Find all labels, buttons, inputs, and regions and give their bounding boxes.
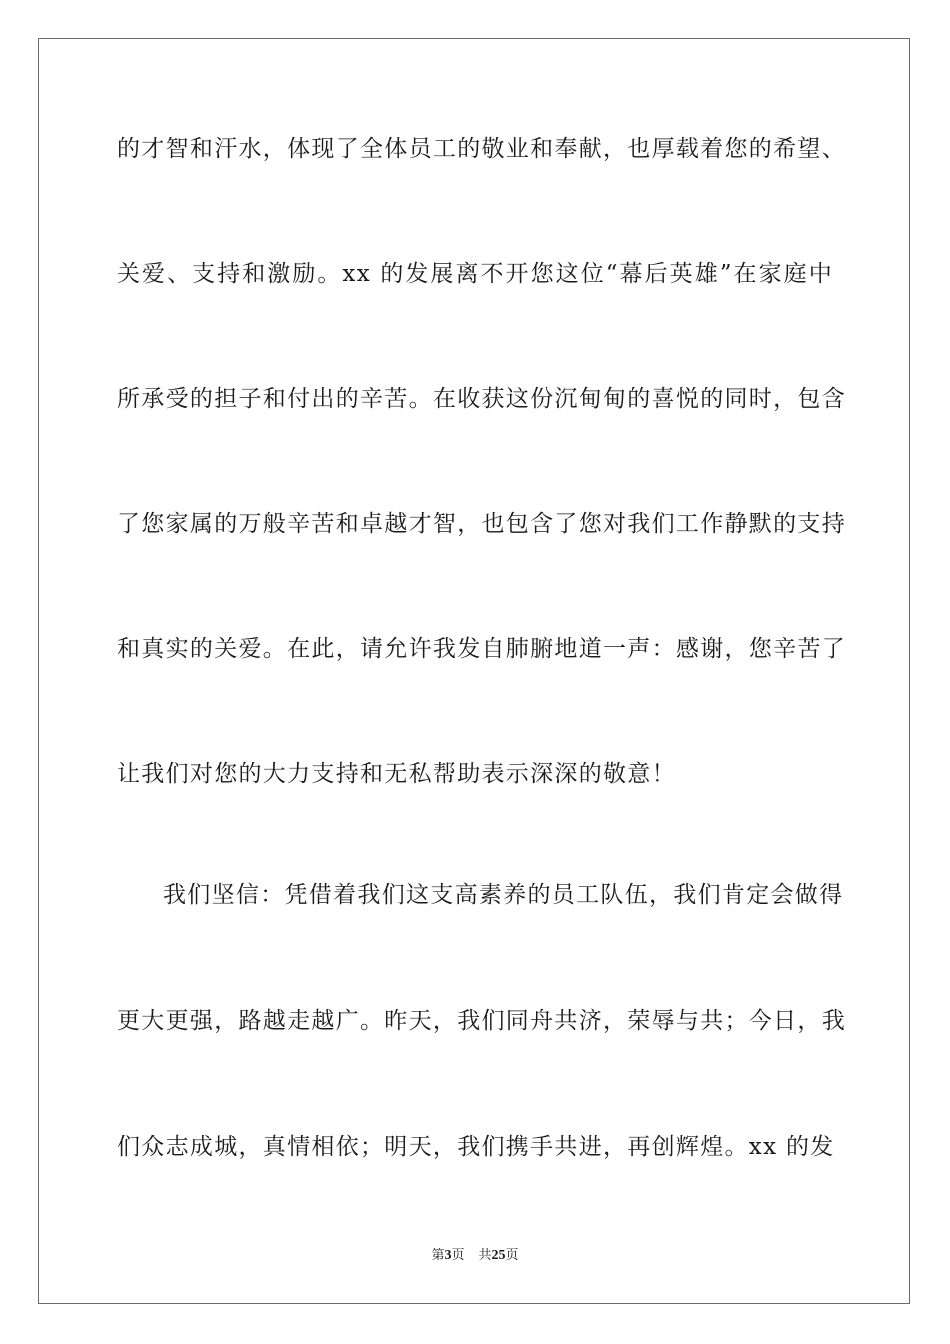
body-text-line: 让我们对您的大力支持和无私帮助表示深深的敬意！ — [117, 761, 676, 787]
total-pages: 25 — [491, 1248, 506, 1263]
page-label-suffix: 页 — [451, 1248, 465, 1263]
total-label-prefix: 共 — [478, 1248, 492, 1263]
page-label-prefix: 第 — [431, 1248, 445, 1263]
body-text-line: 们众志成城，真情相依；明天，我们携手共进，再创辉煌。xx 的发 — [117, 1134, 835, 1160]
body-text-line: 的才智和汗水，体现了全体员工的敬业和奉献，也厚载着您的希望、 — [117, 136, 846, 162]
body-text-line: 更大更强，路越走越广。昨天，我们同舟共济，荣辱与共；今日，我 — [117, 1008, 846, 1034]
paragraph-first-line: 我们坚信：凭借着我们这支高素养的员工队伍，我们肯定会做得 — [163, 882, 844, 908]
body-text-line: 了您家属的万般辛苦和卓越才智，也包含了您对我们工作静默的支持 — [117, 511, 846, 537]
body-text-line: 所承受的担子和付出的辛苦。在收获这份沉甸甸的喜悦的同时，包含 — [117, 386, 846, 412]
body-text-line: 关爱、支持和激励。xx 的发展离不开您这位“幕后英雄”在家庭中 — [117, 261, 833, 287]
page-footer — [0, 1248, 950, 1264]
total-label-suffix: 页 — [505, 1248, 519, 1263]
body-text-line: 和真实的关爱。在此，请允许我发自肺腑地道一声：感谢，您辛苦了 — [117, 636, 846, 662]
page-border — [38, 38, 910, 1304]
page-number: 3 — [444, 1248, 452, 1263]
